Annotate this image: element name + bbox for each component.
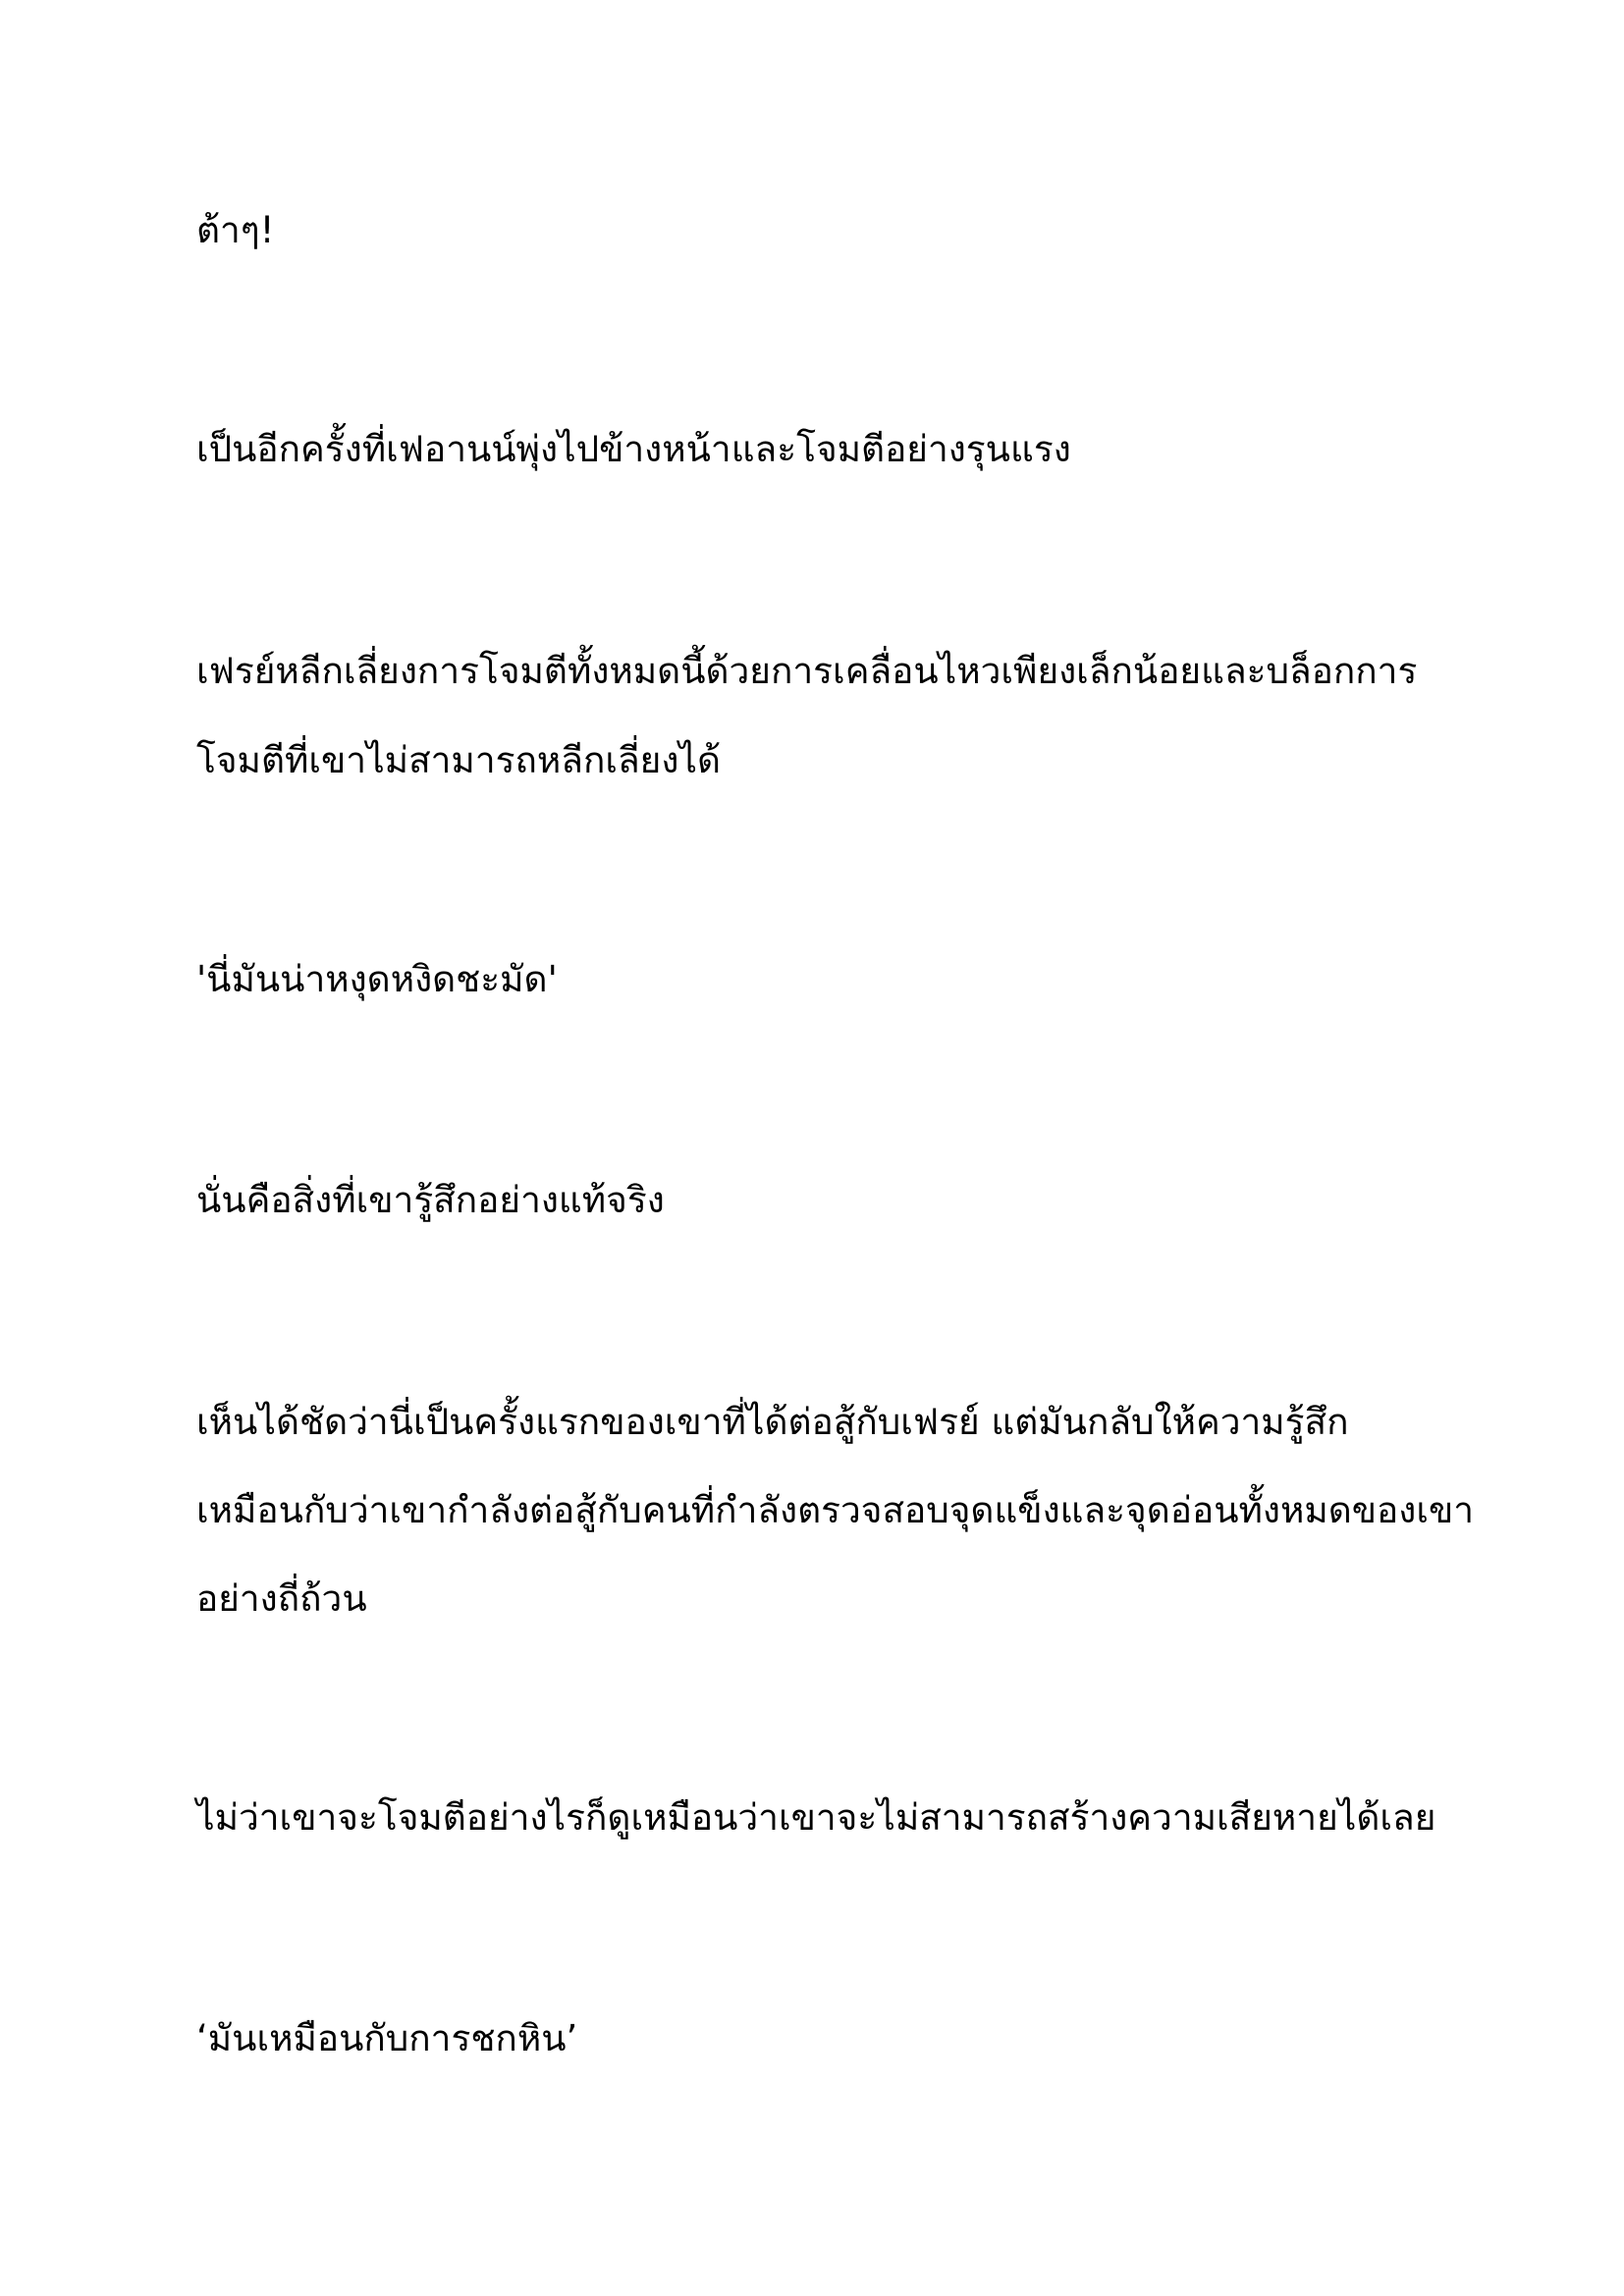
paragraph-line: 'นี่มันน่าหงุดหงิดชะมัด'	[196, 958, 558, 1000]
paragraph-line: เป็นอีกครั้งที่เฟอานน์พุ่งไปข้างหน้าและโจมตีอย่างรุนแรง	[196, 428, 1071, 470]
paragraph-line: นั่นคือสิ่งที่เขารู้สึกอย่างแท้จริง	[196, 1179, 665, 1221]
paragraph-line: ต้าๆ!	[196, 209, 275, 251]
paragraph-line: อย่างถี่ถ้วน	[196, 1577, 367, 1620]
paragraph-line: เหมือนกับว่าเขากำลังต่อสู้กับคนที่กำลังตรวจสอบจุดแข็งและจุดอ่อนทั้งหมดของเขา	[196, 1489, 1475, 1531]
paragraph-line: ไม่ว่าเขาจะโจมตีอย่างไรก็ดูเหมือนว่าเขาจะไม่สามารถสร้างความเสียหายได้เลย	[196, 1796, 1436, 1839]
paragraph-line: โจมตีที่เขาไม่สามารถหลีกเลี่ยงได้	[196, 739, 722, 781]
paragraph-line: เห็นได้ชัดว่านี่เป็นครั้งแรกของเขาที่ได้ต่อสู้กับเฟรย์ แต่มันกลับให้ความรู้สึก	[196, 1401, 1349, 1443]
paragraph-line: เฟรย์หลีกเลี่ยงการโจมตีทั้งหมดนี้ด้วยการเคลื่อนไหวเพียงเล็กน้อยและบล็อกการ	[196, 650, 1418, 692]
paragraph-line: ‘มันเหมือนกับการชกหิน’	[196, 2017, 578, 2059]
